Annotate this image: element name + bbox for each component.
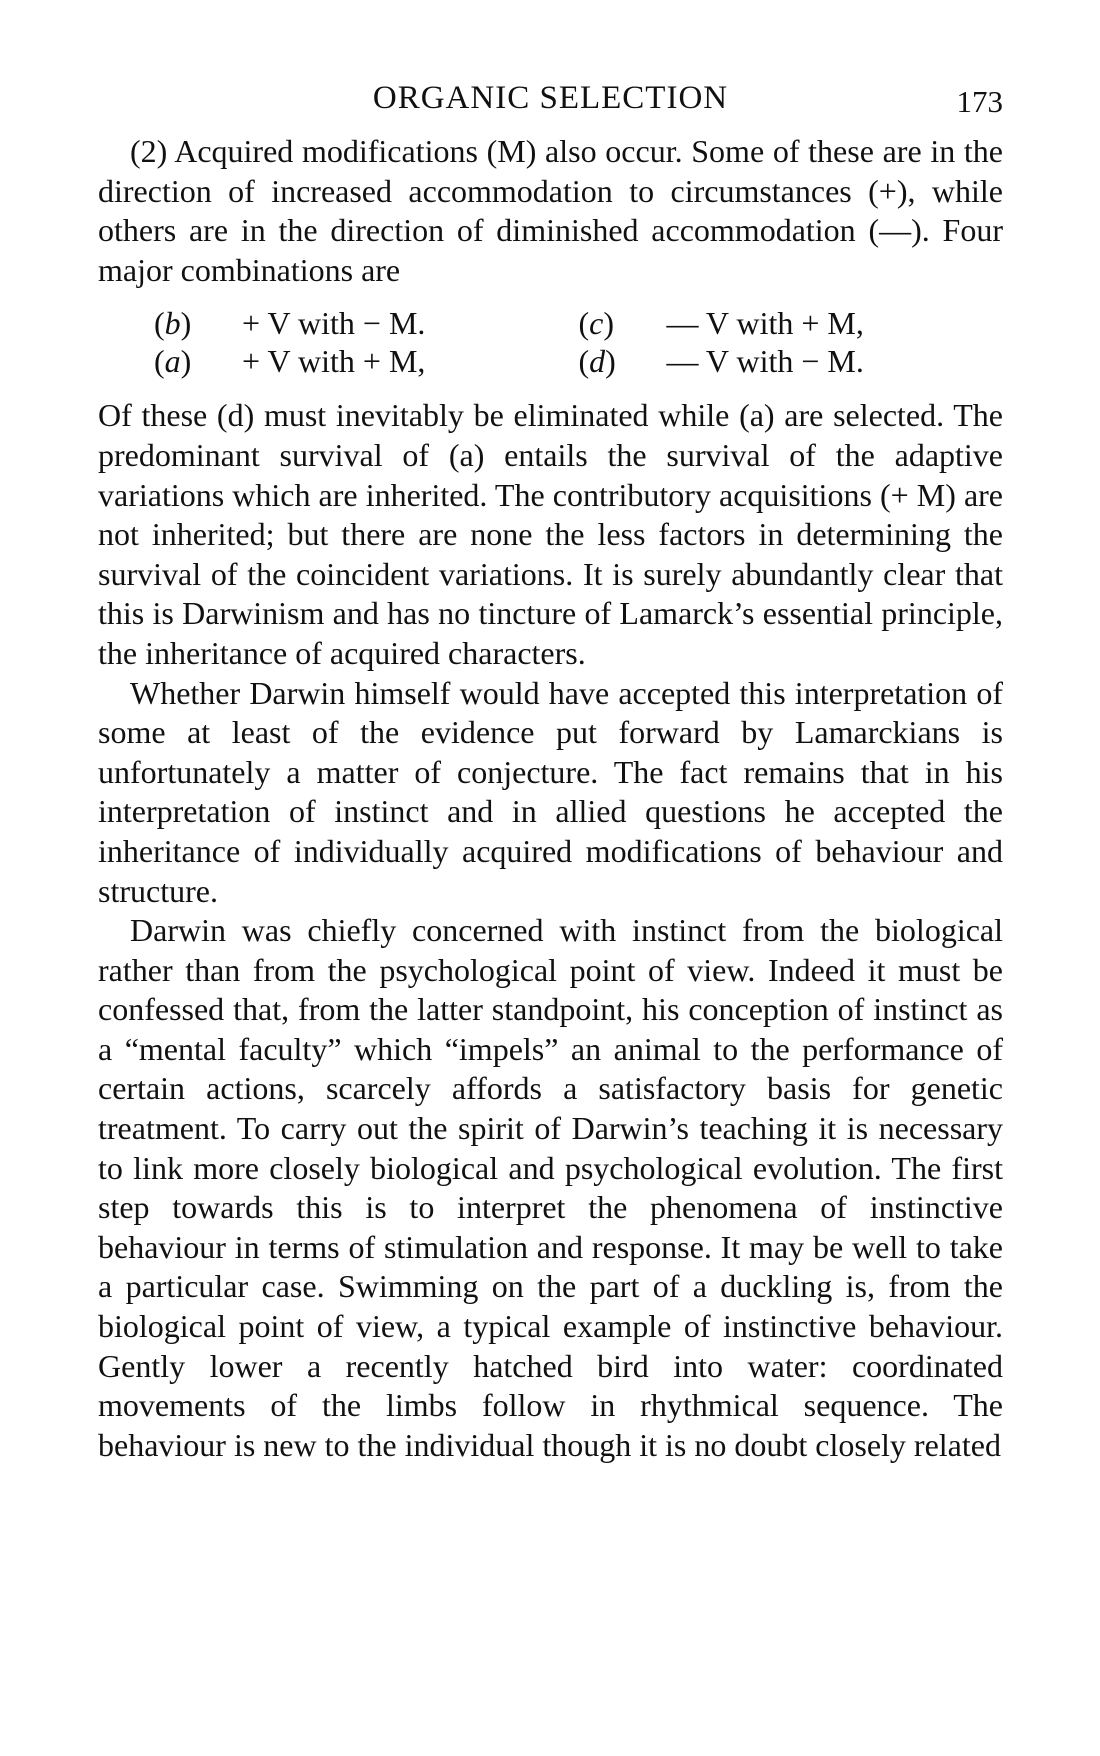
combination-label: (d) xyxy=(578,343,616,380)
combination-label: (a) xyxy=(154,343,192,380)
combination-d xyxy=(579,342,1004,380)
running-title: ORGANIC SELECTION xyxy=(372,80,729,116)
paragraph-darwin-interpretation: Whether Darwin himself would have accepted this interpretation of some at least of the evidence put forward by Lamarckians is unfortunately a matter of conjecture. The fact remains that in his interpretation of instinct and in allied questions he accepted the inheritance of individually acquired modifications of behaviour and structure. xyxy=(98,674,1003,909)
combinations-list xyxy=(98,304,1003,380)
combination-c xyxy=(579,304,1004,342)
book-page xyxy=(98,80,1003,1465)
combination-b xyxy=(98,304,579,342)
combination-text: — V with − M. xyxy=(666,343,864,380)
combination-label: (b) xyxy=(154,305,192,342)
combination-text: + V with − M. xyxy=(242,305,426,342)
combinations-row-1 xyxy=(98,304,1003,342)
page-number: 173 xyxy=(956,84,1003,119)
paragraph-darwinism: Of these (d) must inevitably be eliminated while (a) are selected. The predominant survival of (a) entails the survival of the adaptive variations which are inherited. The contributory acquisitions (+ M) are not inherited; but there are none the less factors in determining the survival of the coincident variations. It is surely abundantly clear that this is Darwinism and has no tincture of Lamarck’s essential principle, the inheritance of acquired characters. xyxy=(98,397,1003,671)
combinations-row-2 xyxy=(98,342,1003,380)
paragraph-instinct: Darwin was chiefly concerned with instinct from the biological rather than from the psychological point of view. Indeed it must be confessed that, from the latter standpoint, his conception of instinct as a “mental faculty” which “impels” an animal to the performance of certain actions, scarcely affords a satisfactory basis for genetic treatment. To carry out the spirit of Darwin’s teaching it is necessary to link more closely biological and psychological evolution. The first step towards this is to interpret the phenomena of instinctive behaviour in terms of stimulation and response. It may be well to take a particular case. Swimming on the part of a duckling is, from the biological point of view, a typical example of instinctive behaviour. Gently lower a recently hatched bird into water: coordinated movements of the limbs follow in rhythmical sequence. The behaviour is new to the individual though it is no doubt closely related xyxy=(98,912,1003,1463)
page-header xyxy=(98,80,1003,132)
combination-text: + V with + M, xyxy=(242,343,426,380)
combination-label: (c) xyxy=(578,305,615,342)
combination-a xyxy=(98,342,579,380)
combination-text: — V with + M, xyxy=(666,305,864,342)
paragraph-acquired-modifications: (2) Acquired modifications (M) also occur. Some of these are in the direction of increased accommodation to circumstances (+), while others are in the direction of diminished accommodation (—). Four major combinations are xyxy=(98,133,1003,288)
